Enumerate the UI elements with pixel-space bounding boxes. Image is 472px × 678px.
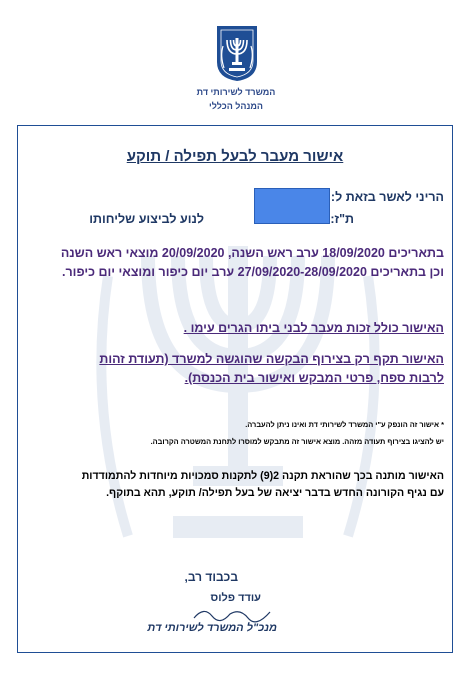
signatory-role: מנכ"ל המשרד לשירותי דת xyxy=(147,622,277,634)
signatory-name: עודד פלוס xyxy=(210,592,261,604)
validity-line-2: לרבות ספח, פרטי המבקש ואישור בית הכנסת). xyxy=(184,371,444,385)
document-title: אישור מעבר לבעל תפילה / תוקע xyxy=(126,148,344,165)
condition-line-1: האישור מותנה בכך שהוראת תקנה 2(9) לתקנות סמכויות מיוחדות להתמודדות xyxy=(81,470,444,482)
dates-line-1: בתאריכים 18/09/2020 ערב ראש השנה, 20/09/2020 מוצאי ראש השנה xyxy=(60,246,444,260)
family-note: האישור כולל זכות מעבר לבני ביתו הגרים עימו . xyxy=(183,321,444,335)
emblem-watermark-icon xyxy=(88,156,388,626)
certify-label: הריני לאשר בזאת ל: xyxy=(330,190,444,204)
dates-line-2: וכן בתאריכים 27/09/2020-28/09/2020 ערב יום כיפור ומוצאי יום כיפור. xyxy=(62,265,444,279)
certificate-frame xyxy=(17,125,453,653)
state-emblem-icon xyxy=(214,24,260,82)
regards: בכבוד רב, xyxy=(184,570,238,584)
fine-print-2: יש להציגו בצירוף תעודה מזהה. מוצא אישור זה מתבקש למוסרו לתחנת המשטרה הקרובה. xyxy=(150,437,444,446)
travel-purpose: לנוע לביצוע שליחותו xyxy=(89,212,204,226)
validity-line-1: האישור תקף רק בצירוף הבקשה שהוגשה למשרד (תעודת זהות xyxy=(99,352,444,366)
ministry-name: המשרד לשירותי דת xyxy=(196,87,276,97)
redacted-name-box xyxy=(254,188,330,224)
ministry-department: המנהל הכללי xyxy=(208,101,264,111)
fine-print-1: * אישור זה הונפק ע"י המשרד לשירותי דת ואינו ניתן להעברה. xyxy=(245,420,444,429)
id-label: ת"ז: xyxy=(330,212,354,226)
condition-line-2: עם נגיף הקורונה החדש בדבר יציאה של בעל תפילה/ תוקע, תהא בתוקף. xyxy=(106,487,444,499)
